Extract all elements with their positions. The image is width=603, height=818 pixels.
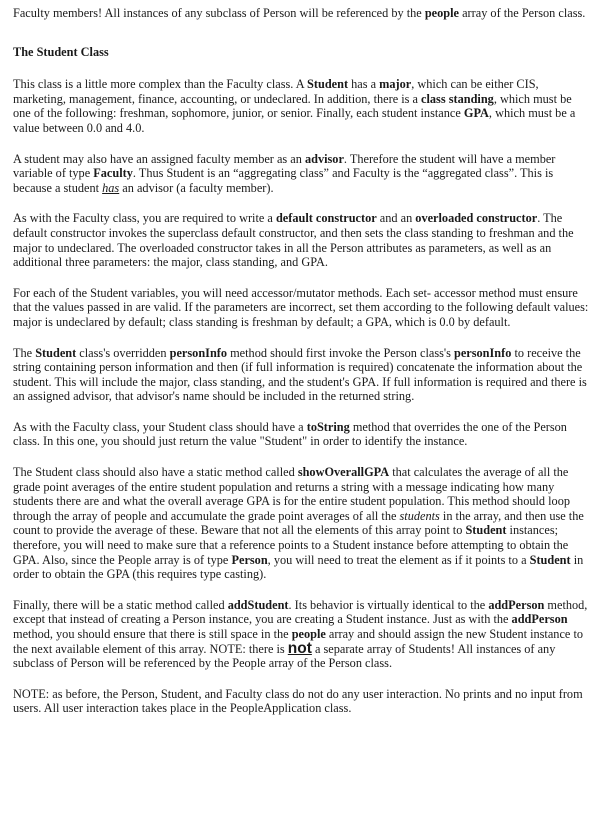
paragraph-tostring (13, 420, 589, 449)
text: array and should assign the new Student instance to the next available element of this array. NOTE: there is (13, 627, 584, 656)
text: a separate array of Students! All instances of any subclass of Person will be referenced by the People array of the Person class. (13, 641, 556, 671)
text: method, you should ensure that there is still space in the (13, 627, 292, 641)
text: in order to obtain the GPA (this requires type casting). (13, 552, 584, 582)
italic-term: students (399, 508, 440, 523)
bold-term: addPerson (488, 597, 545, 612)
text: has a (348, 77, 380, 92)
paragraph-accessors (13, 286, 589, 330)
paragraph-student-attributes (13, 77, 589, 135)
paragraph-constructors (13, 211, 589, 269)
text: Finally, there will be a static method called (13, 597, 228, 612)
paragraph-addstudent (13, 598, 589, 671)
text: . Thus Student is an “aggregating class” and Faculty is the “aggregated class”. This is because a student (13, 166, 554, 195)
bold-term: overloaded constructor (415, 211, 538, 226)
text: to receive the string containing person information and then (if full information is required) concatenate the information about the student. This will include the major, class standing, and the student's GPA. If full information is required and there is an assigned advisor, that advisor's name should be included in the returned string. (13, 345, 587, 404)
text: . Therefore the student will have a member variable of type (13, 151, 556, 181)
bold-term: advisor (304, 151, 344, 166)
text: For each of the Student variables, you will need accessor/mutator methods. Each set- accessor method must ensure that the values passed in are valid. If the parameters are incorrect, set them according to the following default values: major is undeclared by default; class standing is freshman by default; a GPA, which is 0.0 by default. (13, 285, 589, 329)
text: that calculates the average of all the grade point averages of the entire student population and returns a string with a message indicating how many students there are and what the overall average GPA is for the entire student population. This method should loop through the array of people and accumulate the grade point averages of all the (13, 465, 570, 523)
text: As with the Faculty class, you are required to write a (13, 211, 276, 226)
bold-term: addStudent (227, 597, 289, 612)
bold-term: GPA (463, 106, 489, 121)
bold-term: major (379, 77, 412, 92)
text: Faculty members! All instances of any subclass of Person will be referenced by the (13, 6, 425, 20)
bold-term: class standing (421, 91, 494, 106)
bold-term: toString (306, 419, 350, 434)
paragraph-advisor (13, 152, 589, 196)
text: The (13, 345, 36, 360)
emphasis-not: not (287, 639, 312, 657)
text: , which can be either CIS, marketing, management, finance, accounting, or undeclared. In addition, there is a (13, 77, 539, 106)
text: method that overrides the one of the Person class. In this one, you should just return the value "Student" in order to identify the instance. (13, 419, 567, 449)
bold-term: addPerson (511, 612, 568, 627)
bold-term: people (291, 627, 326, 641)
paragraph-showoverallgpa (13, 465, 589, 582)
bold-term: people (424, 6, 460, 20)
bold-term: default constructor (275, 211, 377, 226)
text: class's overridden (76, 345, 170, 360)
bold-term: Student (307, 77, 349, 92)
bold-term: showOverallGPA (297, 465, 390, 480)
text: This class is a little more complex than the Faculty class. A (13, 77, 308, 92)
text: , you will need to treat the element as if it points to a (267, 552, 530, 567)
bold-term: personInfo (169, 345, 228, 360)
intro-paragraph (13, 6, 589, 21)
section-heading: The Student Class (13, 44, 109, 59)
bold-term: Student (465, 523, 507, 538)
text: , which must be one of the following: freshman, sophomore, junior, or senior. Finally, each student instance (13, 91, 572, 121)
text: NOTE: as before, the Person, Student, and Faculty class do not do any user interaction. No prints and no input from users. All user interaction takes place in the PeopleApplication class. (13, 686, 583, 716)
bold-term: Student (529, 552, 571, 567)
text: . Its behavior is virtually identical to the (288, 597, 489, 612)
text: method should first invoke the Person class's (227, 345, 454, 360)
text: . The default constructor invokes the superclass default constructor, and then sets the class standing to freshman and the major to undeclared. The overloaded constructor takes in all the Person attributes as parameters, as well as an additional three parameters: the major, class standing, and GPA. (13, 211, 574, 270)
text: , which must be a value between 0.0 and 4.0. (13, 106, 576, 135)
bold-term: Faculty (93, 166, 133, 181)
text: instances; therefore, you will need to make sure that a reference points to a Student instance before attempting to obtain the GPA. Also, since the People array is of type (13, 523, 569, 567)
bold-term: personInfo (453, 345, 512, 360)
text: As with the Faculty class, your Student class should have a (13, 419, 307, 434)
bold-term: Student (35, 345, 77, 360)
emphasis-term: has (102, 180, 120, 195)
text: and an (376, 211, 416, 226)
text: array of the Person class. (459, 6, 586, 20)
text: A student may also have an assigned faculty member as an (13, 151, 305, 166)
bold-term: Person (231, 552, 268, 567)
paragraph-note (13, 687, 589, 716)
text: method, except that instead of creating a Person instance, you are creating a Student instance. Just as with the (13, 597, 588, 627)
paragraph-personinfo (13, 346, 589, 404)
text: in the array, and then use the count to provide the average of these. Beware that not all the elements of this array point to (13, 508, 584, 538)
text: an advisor (a faculty member). (119, 180, 274, 195)
text: The Student class should also have a static method called (13, 465, 298, 480)
